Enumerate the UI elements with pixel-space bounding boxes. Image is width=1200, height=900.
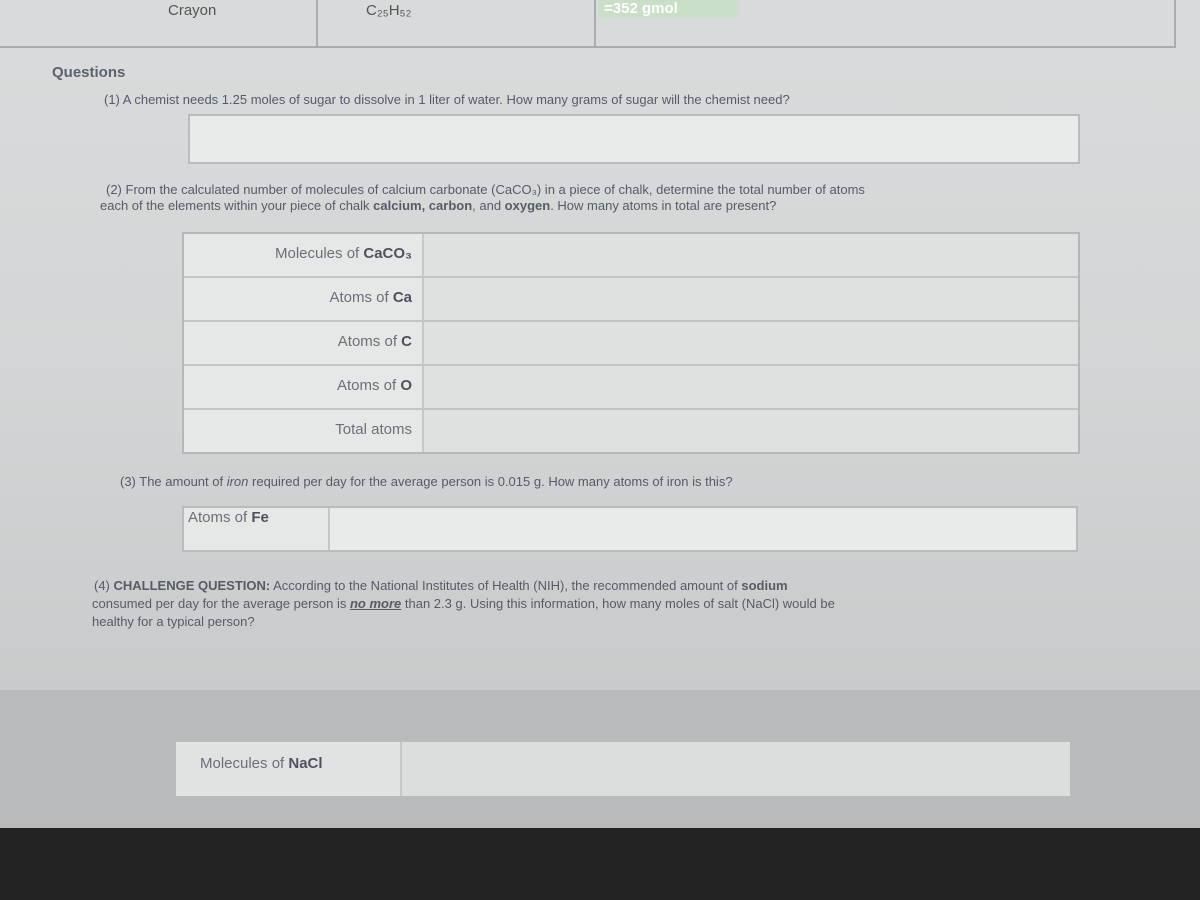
table-row[interactable] (184, 366, 1078, 410)
questions-heading: Questions (52, 64, 126, 81)
row-label-text: Atoms of (329, 289, 393, 306)
molar-mass-value: =352 gmol (604, 0, 678, 17)
q4-line2-a: consumed per day for the average person is (92, 596, 350, 611)
row-label-bold: Fe (251, 509, 269, 526)
q2-line2-prefix: each of the elements within your piece of chalk (100, 198, 374, 213)
q4-line1-bold: sodium (741, 578, 788, 593)
q2-line2-bold: calcium, carbon (373, 198, 473, 213)
question-2-line1: (2) From the calculated number of molecules of calcium carbonate (CaCO₃) in a piece of chalk, determine the total number of atoms (106, 182, 865, 197)
q2-line2-bold2: oxygen (504, 198, 551, 213)
top-cell-formula (318, 0, 596, 48)
table-row[interactable] (184, 234, 1078, 278)
row-label-bold: C (401, 333, 412, 350)
q3-bold: iron (226, 474, 249, 489)
row-label-text: Atoms of (336, 377, 401, 394)
row-label (176, 742, 402, 796)
question-3-answer-field[interactable] (182, 506, 1078, 552)
q4-line1-rest: According to the National Institutes of Health (NIH), the recommended amount of (270, 578, 742, 593)
row-label-text: Atoms of (337, 333, 402, 350)
q4-prefix: (4) (94, 578, 114, 593)
row-label-bold: NaCl (288, 755, 323, 772)
crayon-label: Crayon (168, 2, 217, 19)
question-4-answer-field[interactable] (174, 740, 1072, 798)
top-table-row (0, 0, 1200, 48)
table-row[interactable] (184, 322, 1078, 366)
question-4-line3: healthy for a typical person? (92, 614, 255, 629)
row-label (184, 278, 424, 320)
row-label (184, 508, 330, 550)
row-label (184, 366, 424, 408)
table-row[interactable] (184, 278, 1078, 322)
question-2-line2 (100, 198, 776, 213)
question-4-line1 (94, 578, 788, 593)
question-1-text: (1) A chemist needs 1.25 moles of sugar to dissolve in 1 liter of water. How many grams of sugar will the chemist need? (104, 92, 790, 107)
formula-label: C₂₅H₅₂ (366, 2, 412, 19)
table-row[interactable] (184, 410, 1078, 454)
q4-line2-underline: no more (349, 596, 402, 611)
q4-line2-b: than 2.3 g. Using this information, how many moles of salt (NaCl) would be (401, 596, 835, 611)
row-label (184, 234, 424, 276)
q2-line2-suffix: . How many atoms in total are present? (550, 198, 777, 213)
row-label-text: Molecules of (275, 245, 364, 262)
question-1-answer-field[interactable] (188, 114, 1080, 164)
screen-bezel (0, 828, 1200, 900)
row-label (184, 322, 424, 364)
row-label-bold: CaCO₃ (363, 245, 412, 262)
row-label-text: Total atoms (335, 421, 412, 438)
q3-suffix: required per day for the average person is 0.015 g. How many atoms of iron is this? (248, 474, 733, 489)
row-label-text: Atoms of (188, 509, 252, 526)
row-label-bold: O (400, 377, 412, 394)
q3-prefix: (3) The amount of (120, 474, 227, 489)
question-2-table (182, 232, 1080, 454)
top-cell-name (0, 0, 318, 48)
row-label-text: Molecules of (200, 755, 289, 772)
row-label-bold: Ca (392, 289, 412, 306)
q2-line2-mid: , and (472, 198, 505, 213)
top-cell-answer[interactable] (596, 0, 1176, 48)
question-3-text (120, 474, 733, 489)
q4-bold: CHALLENGE QUESTION: (113, 578, 271, 593)
question-4-line2 (92, 596, 835, 611)
row-label (184, 410, 424, 452)
